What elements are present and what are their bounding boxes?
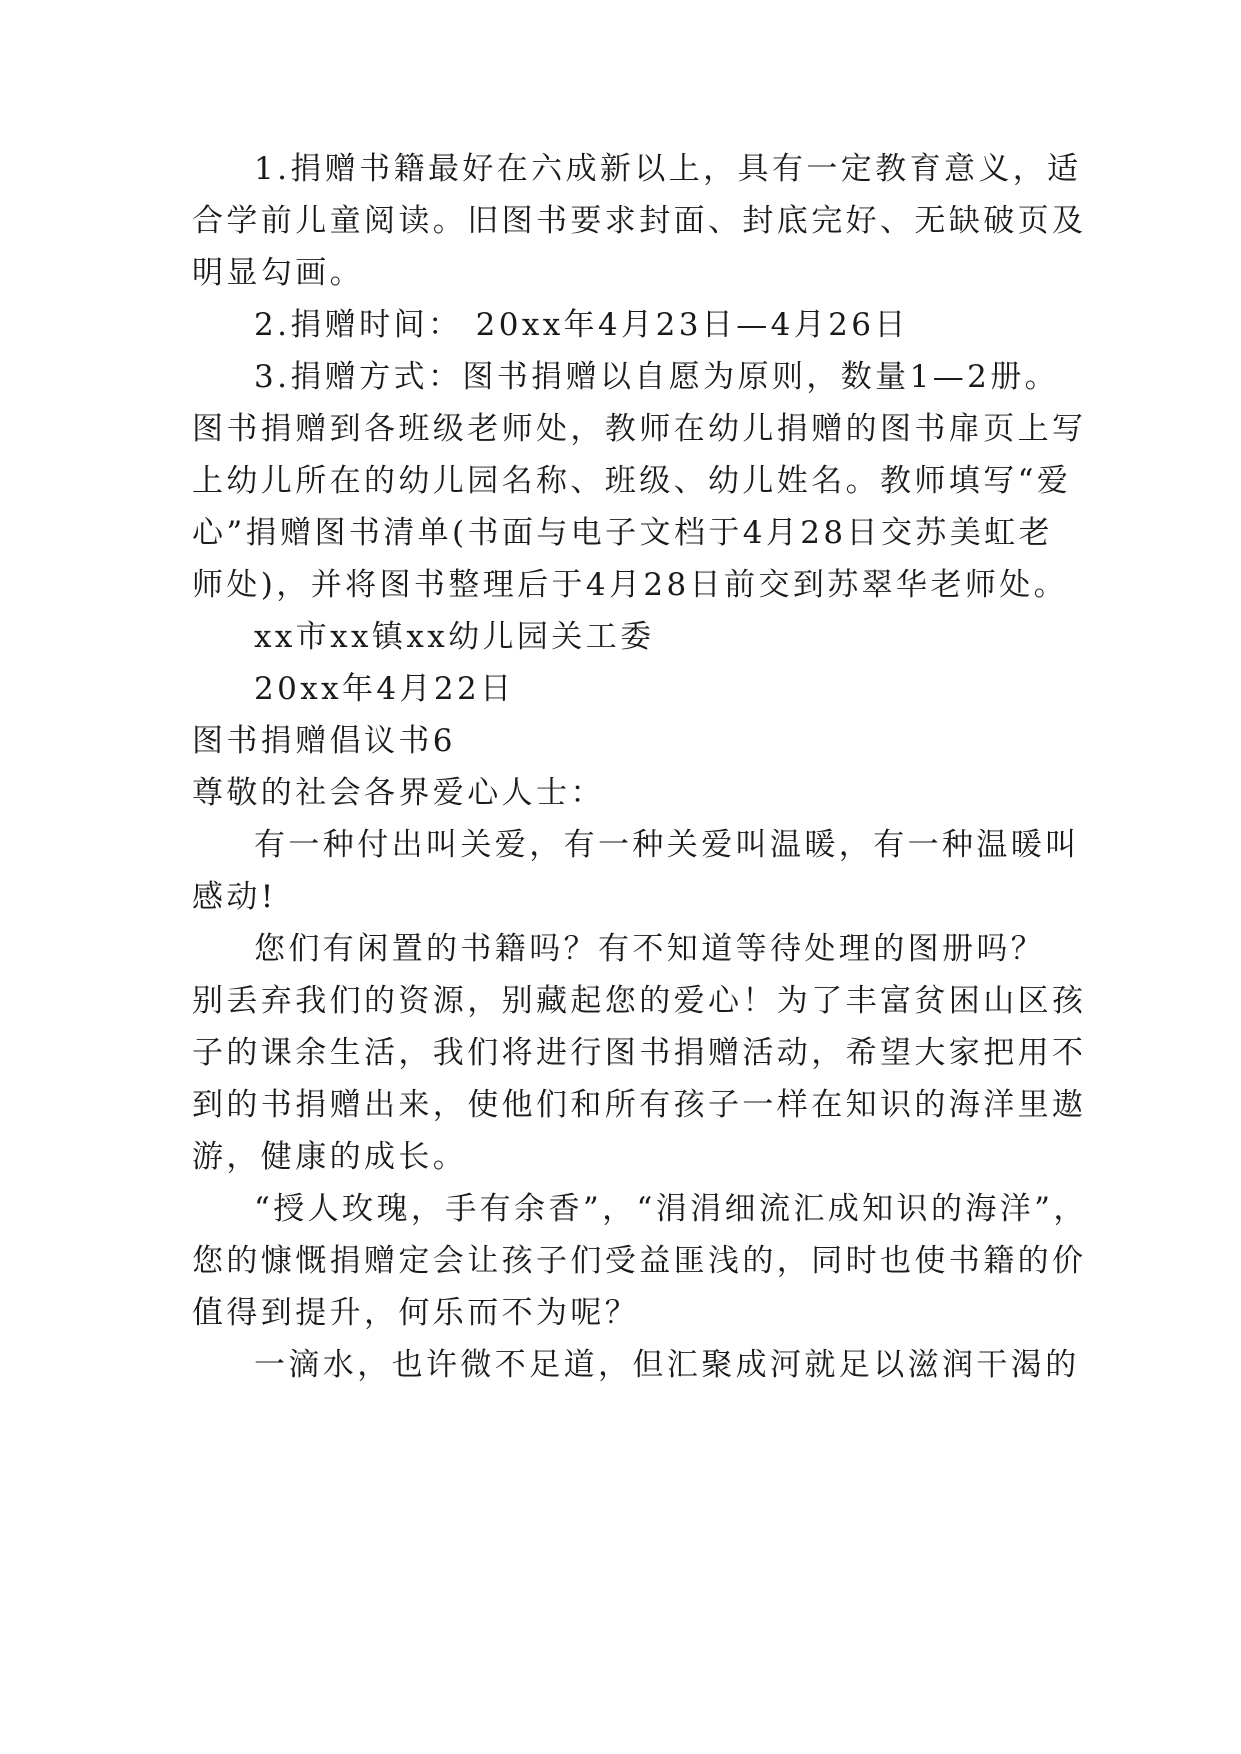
salutation: 尊敬的社会各界爱心人士： (192, 775, 605, 811)
text-line: “授人玫瑰，手有余香”，“涓涓细流汇成知识的海洋”， (254, 1191, 1088, 1227)
text-line: 您的慷慨捐赠定会让孩子们受益匪浅的，同时也使书籍的价 (192, 1243, 1087, 1279)
text-line: 游，健康的成长。 (192, 1139, 468, 1175)
signature-org: xx市xx镇xx幼儿园关工委 (254, 619, 655, 655)
text-line: 有一种付出叫关爱，有一种关爱叫温暖，有一种温暖叫 (254, 827, 1080, 863)
text-line: 1.捐赠书籍最好在六成新以上，具有一定教育意义，适 (254, 151, 1082, 187)
text-line: 明显勾画。 (192, 255, 364, 291)
signature-date: 20xx年4月22日 (254, 671, 515, 707)
text-line: 师处)，并将图书整理后于4月28日前交到苏翠华老师处。 (192, 567, 1069, 603)
text-line: 值得到提升，何乐而不为呢？ (192, 1295, 640, 1331)
text-line: 上幼儿所在的幼儿园名称、班级、幼儿姓名。教师填写“爱 (192, 463, 1072, 499)
text-line: 到的书捐赠出来，使他们和所有孩子一样在知识的海洋里遨 (192, 1087, 1087, 1123)
text-line: 感动! (192, 879, 277, 915)
text-line: 您们有闲置的书籍吗？有不知道等待处理的图册吗？ (254, 931, 1046, 967)
text-line: 子的课余生活，我们将进行图书捐赠活动，希望大家把用不 (192, 1035, 1087, 1071)
text-line: 一滴水，也许微不足道，但汇聚成河就足以滋润干渴的 (254, 1347, 1080, 1383)
text-line: 别丢弃我们的资源，别藏起您的爱心！为了丰富贫困山区孩 (192, 983, 1087, 1019)
text-line: 合学前儿童阅读。旧图书要求封面、封底完好、无缺破页及 (192, 203, 1087, 239)
text-line: 图书捐赠到各班级老师处，教师在幼儿捐赠的图书扉页上写 (192, 411, 1087, 447)
section-title: 图书捐赠倡议书6 (192, 723, 456, 759)
text-line: 心”捐赠图书清单(书面与电子文档于4月28日交苏美虹老 (192, 515, 1053, 551)
text-line: 2.捐赠时间： 20xx年4月23日—4月26日 (254, 307, 909, 343)
text-line: 3.捐赠方式：图书捐赠以自愿为原则，数量1—2册。 (254, 359, 1060, 395)
